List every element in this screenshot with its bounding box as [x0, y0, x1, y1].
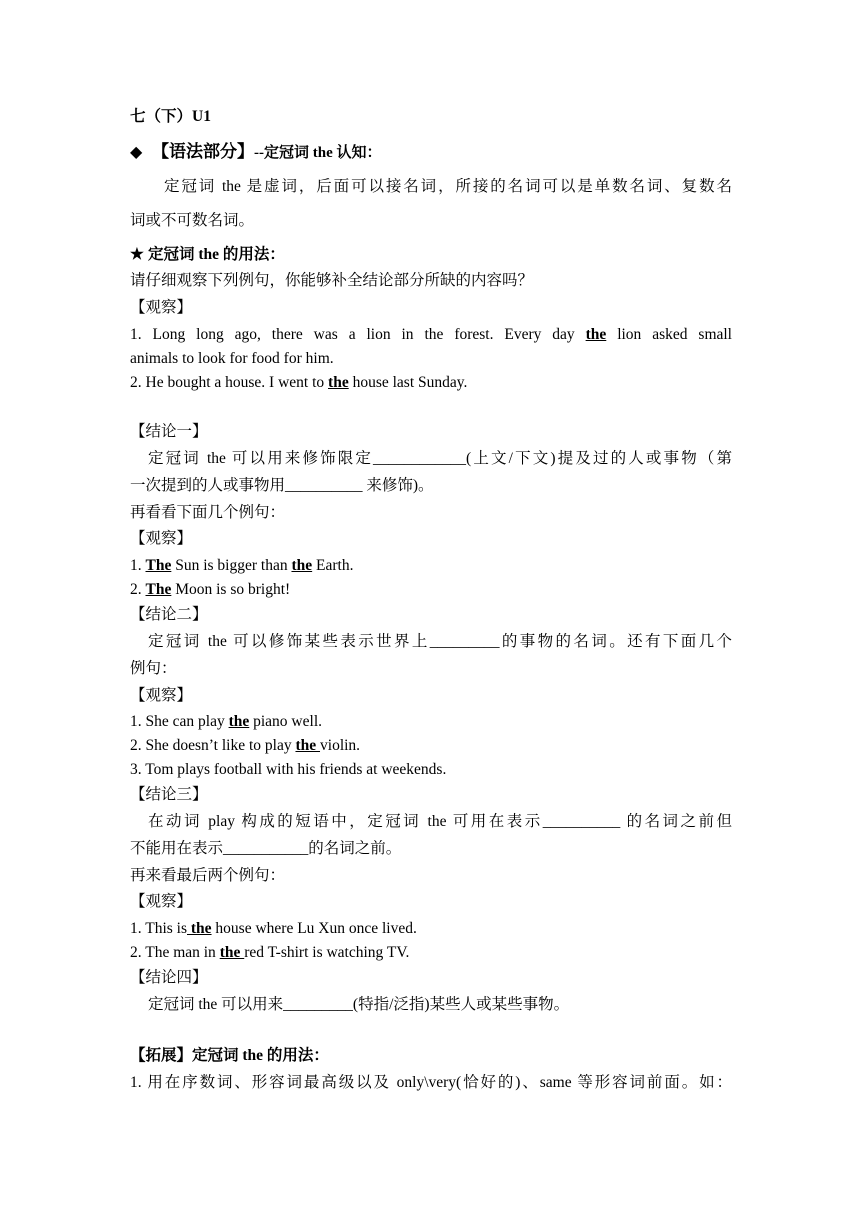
grammar-heading-part1: 【语法部分】 [152, 142, 254, 161]
conclusion-2-line-1: 定冠词 the 可以修饰某些表示世界上_________的事物的名词。还有下面几个 [148, 633, 732, 650]
document-title: 七（下）U1 [130, 108, 211, 125]
s3-example-3: 3. Tom plays football with his friends at weekends. [130, 761, 447, 778]
the-highlight: the [328, 374, 349, 391]
s1-example-1-line-1: 1. Long long ago, there was a lion in the forest. Every day the lion asked small [130, 326, 732, 343]
s3-example-2: 2. She doesn’t like to play the violin. [130, 737, 361, 754]
conclusion-1-label: 【结论一】 [130, 423, 208, 440]
conclusion-4-label: 【结论四】 [130, 969, 208, 986]
the-highlight: the [219, 944, 245, 961]
look-last-text: 再来看最后两个例句： [130, 867, 286, 884]
the-highlight: the [291, 557, 313, 574]
the-highlight: The [145, 581, 172, 598]
s3-example-1: 1. She can play the piano well. [130, 713, 322, 730]
star-bullet-icon: ★ [130, 246, 144, 263]
observe-label-2: 【观察】 [130, 530, 193, 547]
conclusion-2-label: 【结论二】 [130, 606, 208, 623]
conclusion-4-line-1: 定冠词 the 可以用来_________(特指/泛指)某些人或某些事物。 [148, 996, 570, 1013]
usage-heading [130, 244, 732, 266]
s1-example-2: 2. He bought a house. I went to the house last Sunday. [130, 374, 468, 391]
the-highlight: the [228, 713, 250, 730]
conclusion-3-line-2: 不能用在表示___________的名词之前。 [130, 840, 402, 857]
usage-heading-text: 定冠词 the 的用法： [148, 246, 285, 263]
s4-example-1: 1. This is the house where Lu Xun once lived. [130, 920, 417, 937]
conclusion-2-line-2: 例句： [130, 660, 177, 677]
conclusion-3-label: 【结论三】 [130, 786, 208, 803]
the-highlight: the [585, 326, 607, 343]
s4-example-2: 2. The man in the red T-shirt is watching TV. [130, 944, 410, 961]
observe-label-3: 【观察】 [130, 687, 193, 704]
grammar-heading-part2: --定冠词 the 认知： [254, 145, 382, 161]
look-again-text: 再看看下面几个例句： [130, 504, 286, 521]
observe-label-1: 【观察】 [130, 299, 193, 316]
conclusion-1-line-1: 定冠词 the 可以用来修饰限定____________(上文/下文)提及过的人或事物（第 [148, 450, 732, 467]
intro-line-1: 定冠词 the 是虚词，后面可以接名词，所接的名词可以是单数名词、复数名 [164, 178, 732, 195]
the-highlight: the [295, 737, 321, 754]
intro-line-2: 词或不可数名词。 [130, 212, 255, 229]
extension-item-1: 1. 用在序数词、形容词最高级以及 only\very(恰好的)、same 等形容词前面。如： [130, 1074, 732, 1091]
conclusion-1-line-2: 一次提到的人或事物用__________ 来修饰)。 [130, 477, 434, 494]
diamond-bullet-icon: ◆ [130, 144, 143, 161]
extension-heading: 【拓展】定冠词 the 的用法： [130, 1047, 329, 1064]
s2-example-1: 1. The Sun is bigger than the Earth. [130, 557, 354, 574]
question-text: 请仔细观察下列例句，你能够补全结论部分所缺的内容吗？ [130, 272, 534, 289]
the-highlight: The [145, 557, 172, 574]
s2-example-2: 2. The Moon is so bright! [130, 581, 291, 598]
grammar-heading [130, 141, 732, 164]
the-highlight: the [187, 920, 212, 937]
observe-label-4: 【观察】 [130, 893, 193, 910]
s1-example-1-line-2: animals to look for food for him. [130, 350, 334, 367]
conclusion-3-line-1: 在动词 play 构成的短语中，定冠词 the 可用在表示__________ 的名词之前但 [148, 813, 732, 830]
